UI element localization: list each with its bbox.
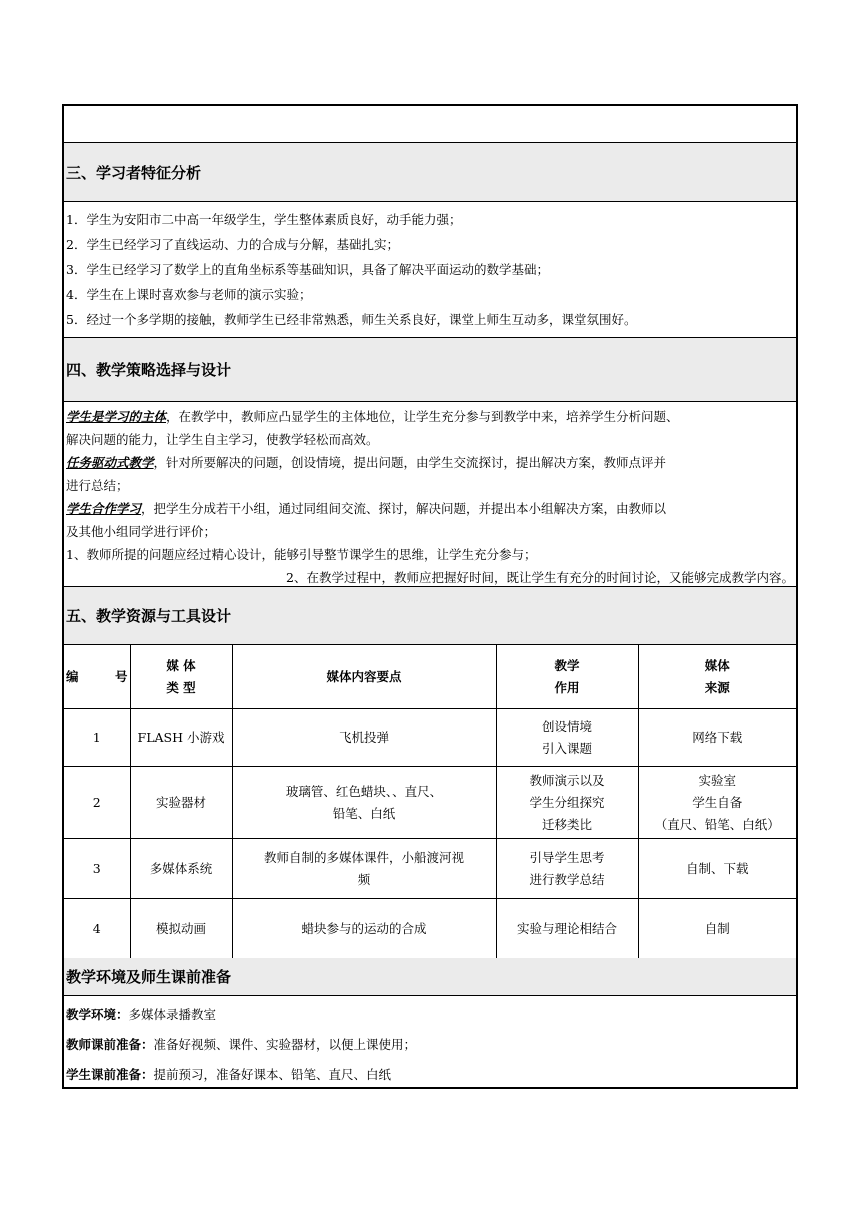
section3-header (64, 142, 796, 201)
strategy-emphasis-1: 学生是学习的主体 (66, 409, 167, 424)
header-content: 媒体内容要点 (232, 645, 496, 709)
learner-item-5: 5．经过一个多学期的接触，教师学生已经非常熟悉，师生关系良好，课堂上师生互动多，课堂氛围好。 (66, 312, 637, 327)
section5-title: 五、教学资源与工具设计 (66, 607, 232, 625)
table-row: 4 模拟动画 蜡块参与的运动的合成 实验与理论相结合 自制 (64, 899, 796, 959)
section6-title: 教学环境及师生课前准备 (66, 968, 232, 986)
section6-body (64, 1000, 796, 1090)
header-source: 媒体 来源 (638, 645, 796, 709)
section3-title: 三、学习者特征分析 (66, 163, 202, 182)
resources-table (64, 644, 796, 959)
table-row: 3 多媒体系统 教师自制的多媒体课件，小船渡河视 频 引导学生思考 进行教学总结 自制、下载 (64, 839, 796, 899)
header-use: 教学 作用 (496, 645, 638, 709)
section3-body (64, 201, 796, 337)
strategy-para-3: 学生合作学习，把学生分成若干小组，通过同组间交流、探讨，解决问题，并提出本小组解决方案，由教师以 (66, 501, 667, 516)
teacher-prep-line: 教师课前准备：准备好视频、课件、实验器材，以便上课使用； (66, 1037, 417, 1052)
section4-header (64, 337, 796, 401)
section6-header (64, 958, 796, 996)
strategy-note-1: 1、教师所提的问题应经过精心设计，能够引导整节课学生的思维，让学生充分参与； (66, 547, 537, 562)
section4-title: 四、教学策略选择与设计 (66, 361, 232, 379)
student-prep-line: 学生课前准备：提前预习，准备好课本、铅笔、直尺、白纸 (66, 1067, 392, 1082)
section5-header (64, 586, 796, 644)
header-media-type: 媒 体 类 型 (130, 645, 232, 709)
table-row: 2 实验器材 玻璃管、红色蜡块、、直尺、 铅笔、白纸 教师演示以及 学生分组探究 迁移类比 实验室 学生自备 （直尺、铅笔、白纸） (64, 767, 796, 839)
env-line: 教学环境：多媒体录播教室 (66, 1007, 217, 1022)
empty-row (64, 106, 796, 142)
strategy-emphasis-3: 学生合作学习 (66, 501, 142, 516)
learner-item-1: 1．学生为安阳市二中高一年级学生，学生整体素质良好，动手能力强； (66, 212, 462, 227)
section4-body (64, 401, 796, 586)
header-number: 编 号 (64, 645, 130, 709)
learner-item-3: 3．学生已经学习了数学上的直角坐标系等基础知识，具备了解决平面运动的数学基础； (66, 262, 549, 277)
learner-item-2: 2．学生已经学习了直线运动、力的合成与分解，基础扎实； (66, 237, 399, 252)
strategy-para-1: 学生是学习的主体，在教学中，教师应凸显学生的主体地位，让学生充分参与到教学中来，培养学生分析问题、 (66, 409, 679, 424)
lesson-plan-document (62, 104, 798, 1089)
strategy-emphasis-2: 任务驱动式教学 (66, 455, 154, 470)
strategy-note-2: 2、在教学过程中，教师应把握好时间，既让学生有充分的时间讨论，又能够完成教学内容。 (286, 570, 794, 585)
table-row: 1 FLASH 小游戏 飞机投弹 创设情境 引入课题 网络下载 (64, 709, 796, 767)
table-header-row (64, 645, 796, 709)
strategy-para-1-cont: 解决问题的能力，让学生自主学习，使教学轻松而高效。 (66, 432, 379, 447)
strategy-para-3-cont: 及其他小组同学进行评价； (66, 524, 217, 539)
learner-item-4: 4．学生在上课时喜欢参与老师的演示实验； (66, 287, 312, 302)
strategy-para-2: 任务驱动式教学，针对所要解决的问题，创设情境，提出问题，由学生交流探讨，提出解决方案，教师点评并 (66, 455, 667, 470)
strategy-para-2-cont: 进行总结； (66, 478, 129, 493)
